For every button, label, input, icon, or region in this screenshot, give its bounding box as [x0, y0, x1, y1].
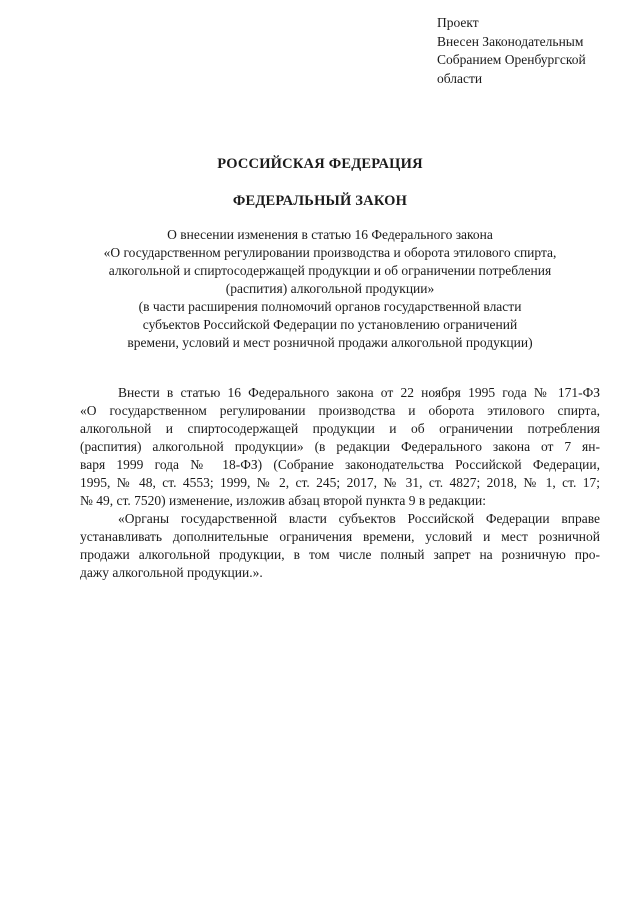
body-line: «О государственном регулировании производства и оборота этилового спирта, — [80, 403, 600, 418]
title-line: субъектов Российской Федерации по установлению ограничений — [142, 317, 518, 332]
stamp-line: области — [437, 70, 483, 86]
body-line: алкогольной и спиртосодержащей продукции и об ограничении потребления — [80, 421, 600, 436]
title-line: (в части расширения полномочий органов государственной власти — [138, 299, 522, 314]
document-type-heading: ФЕДЕРАЛЬНЫЙ ЗАКОН — [232, 193, 408, 209]
title-line: О внесении изменения в статью 16 Федерального закона — [167, 227, 493, 242]
law-title — [60, 226, 600, 352]
law-body — [80, 384, 600, 582]
draft-stamp — [437, 14, 627, 88]
body-line: продажи алкогольной продукции, в том числе полный запрет на розничную про- — [80, 547, 600, 562]
body-line: дажу алкогольной продукции.». — [80, 565, 263, 580]
stamp-line: Собранием Оренбургской — [437, 52, 586, 67]
body-line: «Органы государственной власти субъектов Российской Федерации вправе — [118, 511, 600, 526]
body-line: 1995, № 48, ст. 4553; 1999, № 2, ст. 245; 2017, № 31, ст. 4827; 2018, № 1, ст. 17; — [80, 475, 600, 490]
title-line: «О государственном регулировании производства и оборота этилового спирта, — [103, 245, 557, 260]
body-line: устанавливать дополнительные ограничения времени, условий и мест розничной — [80, 529, 600, 544]
paragraph-new-text — [80, 510, 600, 582]
stamp-line: Внесен Законодательным — [437, 33, 584, 49]
country-heading: РОССИЙСКАЯ ФЕДЕРАЦИЯ — [217, 156, 423, 172]
stamp-line: Проект — [437, 15, 479, 30]
paragraph-amendment — [80, 384, 600, 510]
body-line: № 49, ст. 7520) изменение, изложив абзац второй пункта 9 в редакции: — [80, 493, 487, 508]
title-line: времени, условий и мест розничной продажи алкогольной продукции) — [127, 335, 533, 350]
title-line: алкогольной и спиртосодержащей продукции и об ограничении потребления — [108, 263, 552, 278]
body-line: Внести в статью 16 Федерального закона от 22 ноября 1995 года № 171-ФЗ — [118, 385, 600, 400]
body-line: (распития) алкогольной продукции» (в редакции Федерального закона от 7 ян- — [80, 439, 600, 454]
body-line: варя 1999 года № 18-ФЗ) (Собрание законодательства Российской Федерации, — [80, 457, 600, 472]
title-line: (распития) алкогольной продукции» — [225, 281, 435, 296]
